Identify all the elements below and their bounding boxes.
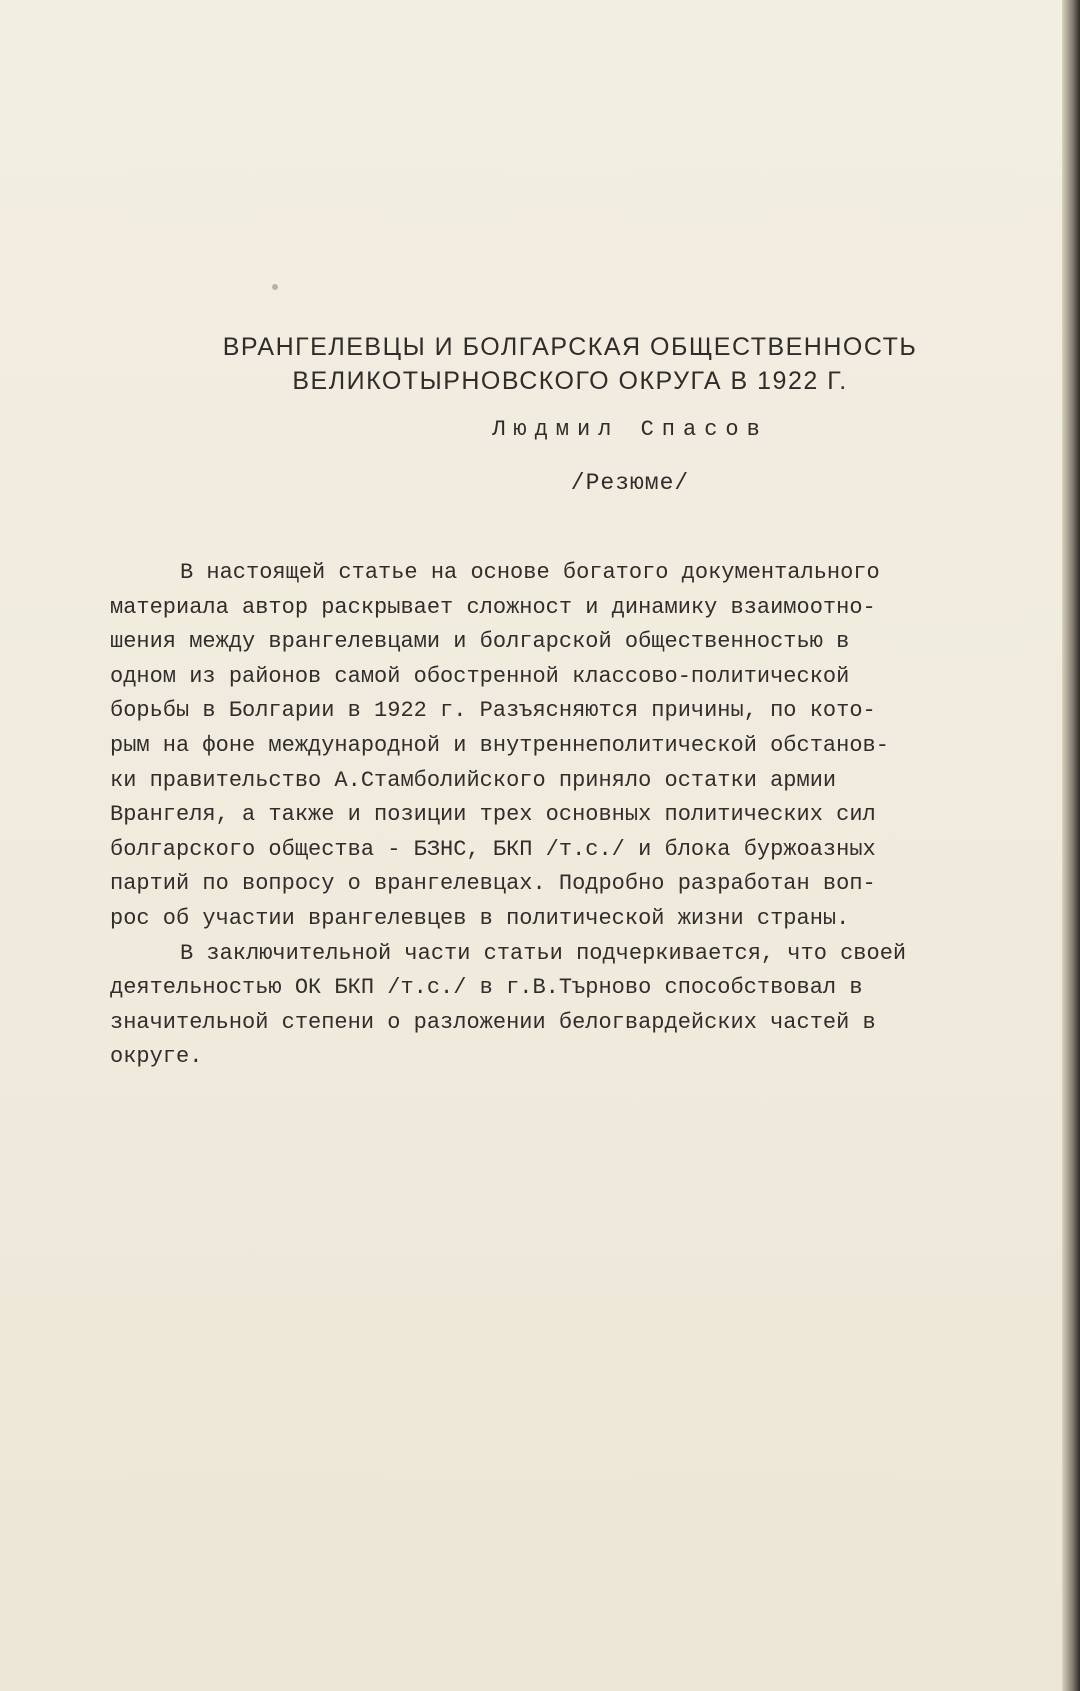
body-line: шения между врангелевцами и болгарской общественностью в: [110, 629, 850, 655]
body-line: значительной степени о разложении белогвардейских частей в: [110, 1009, 876, 1035]
body-line: ки правительство А.Стамболийского приняло остатки армии: [110, 767, 837, 793]
body-line: рос об участии врангелевцев в политической жизни страны.: [110, 905, 850, 931]
body-line: деятельностью ОК БКП /т.с./ в г.В.Търново способствовал в: [110, 975, 863, 1001]
section-label: /Резюме/: [570, 470, 690, 496]
paper-speck: [272, 284, 278, 290]
author-name: Людмил Спасов: [492, 417, 768, 442]
title-line-2: ВЕЛИКОТЫРНОВСКОГО ОКРУГА В 1922 Г.: [292, 367, 848, 395]
body-line: округе.: [110, 1044, 203, 1070]
body-line: Врангеля, а также и позиции трех основных политических сил: [110, 802, 876, 828]
body-line: борьбы в Болгарии в 1922 г. Разъясняются причины, по кото-: [110, 698, 876, 724]
body-line: одном из районов самой обостренной классово-политической: [110, 663, 850, 689]
body-line: партий по вопросу о врангелевцах. Подробно разработан воп-: [110, 871, 876, 897]
body-line: материала автор раскрывает сложност и динамику взаимоотно-: [110, 594, 876, 620]
summary-text: [110, 556, 1060, 1075]
body-line: В настоящей статье на основе богатого документального: [180, 560, 880, 585]
body-line: болгарского общества - БЗНС, БКП /т.с./ и блока буржоазных: [110, 836, 876, 862]
body-line: В заключительной части статьи подчеркивается, что своей: [180, 940, 907, 966]
title-line-1: ВРАНГЕЛЕВЦЫ И БОЛГАРСКАЯ ОБЩЕСТВЕННОСТЬ: [222, 333, 918, 361]
body-line: рым на фоне международной и внутреннеполитической обстанов-: [110, 732, 889, 758]
page-edge-shadow: [1062, 0, 1080, 1691]
document-title: [130, 330, 1010, 398]
